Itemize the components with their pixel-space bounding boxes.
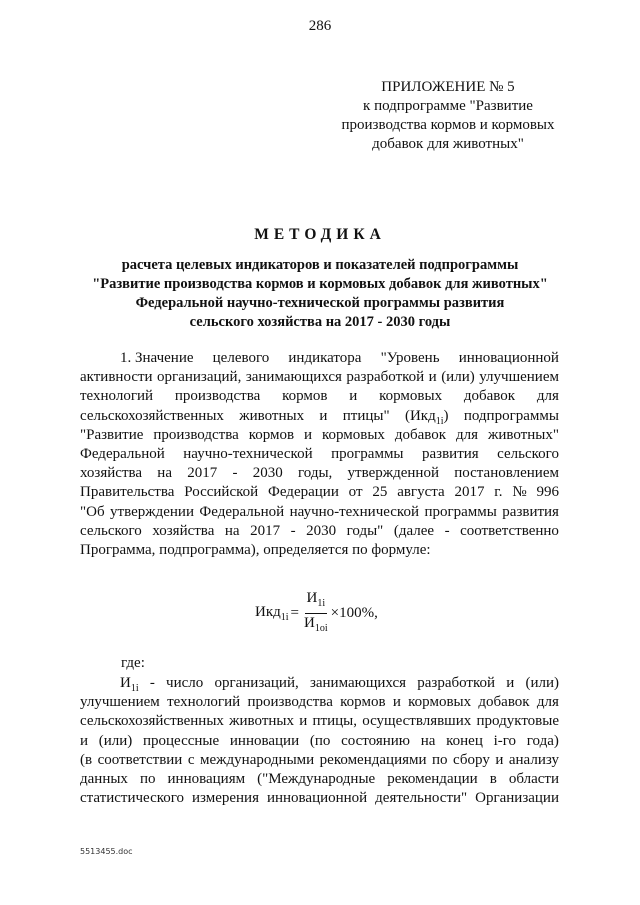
formula-fraction <box>304 590 328 637</box>
word: технологий <box>80 388 154 405</box>
word: кормов <box>282 388 328 405</box>
word: животных <box>239 407 305 424</box>
word: и <box>304 426 313 443</box>
word: для <box>536 388 559 405</box>
where-label: где: <box>121 655 145 671</box>
word: кормов <box>340 694 386 711</box>
word: утверждении <box>110 503 194 520</box>
word: и <box>428 369 437 386</box>
word: Федерации <box>268 484 339 501</box>
word: научно-технической <box>183 445 313 462</box>
word: развития <box>422 445 479 462</box>
text-line <box>80 349 559 368</box>
word: и <box>495 751 504 768</box>
word: инновационной <box>266 790 368 807</box>
word: конец <box>446 732 483 749</box>
word: 1. Значение <box>120 350 194 366</box>
word: сельскохозяйственных <box>80 713 224 730</box>
word: 2017 <box>250 522 281 539</box>
word: состоянию <box>341 732 410 749</box>
word: ("Международные <box>257 770 376 787</box>
word: и <box>80 732 89 749</box>
word: по <box>139 770 156 787</box>
word: по <box>432 751 448 768</box>
word: организаций, <box>214 675 299 691</box>
appendix-header <box>318 78 578 154</box>
word: добавок <box>394 426 447 443</box>
text-line <box>80 522 559 541</box>
word: производства <box>174 388 261 405</box>
word: утвержденной <box>347 465 439 482</box>
document-id: 5513455.doc <box>80 847 133 856</box>
word: данных <box>80 770 128 787</box>
word: года) <box>526 732 559 749</box>
word: кормовых <box>379 388 443 405</box>
formula-numerator: $И_{1i}$ <box>305 590 328 614</box>
word: 996 <box>536 484 559 501</box>
appendix-line: к подпрограмме "Развитие <box>363 98 533 114</box>
word: области <box>508 770 559 787</box>
word: (или) <box>98 732 133 749</box>
word: инновации <box>229 732 300 749</box>
document-title: МЕТОДИКА <box>254 226 386 243</box>
word: 2030 <box>252 465 283 482</box>
text-line <box>80 712 559 731</box>
word: и <box>506 675 515 691</box>
word: (далее <box>393 522 435 539</box>
word: хозяйства <box>152 522 215 539</box>
word: технологий <box>167 694 241 711</box>
word: занимающихся <box>245 369 342 386</box>
word: "Уровень <box>380 350 440 366</box>
text-line-content: Программа, подпрограмма), определяется по формуле: <box>80 541 431 558</box>
word: 2030 <box>306 522 337 539</box>
subtitle-line: "Развитие производства кормов и кормовых добавок для животных" <box>92 276 548 292</box>
formula-tail: ×100%, <box>330 605 378 621</box>
text-line <box>80 503 559 522</box>
word: (Икд$_{1i}$) <box>404 407 449 427</box>
formula <box>255 590 378 637</box>
appendix-line: ПРИЛОЖЕНИЕ № 5 <box>381 79 515 95</box>
word: "Развитие <box>80 426 144 443</box>
word: программы <box>331 445 404 462</box>
word: производства <box>153 426 239 443</box>
formula-denominator: $И_{1oi}$ <box>304 615 328 634</box>
word: и <box>349 388 358 405</box>
text-line <box>80 407 559 426</box>
word: от <box>348 484 363 501</box>
word: 2017 <box>454 484 485 501</box>
text-line <box>80 483 559 502</box>
word: улучшением <box>479 369 559 386</box>
word: на <box>224 522 240 539</box>
word: международными <box>200 751 315 768</box>
word: (в <box>80 751 93 768</box>
word: активности <box>80 369 153 386</box>
word: добавок <box>463 388 516 405</box>
word: с <box>187 751 195 768</box>
word: сельского <box>497 445 559 462</box>
word: на <box>157 465 172 482</box>
word: разработкой <box>417 675 496 691</box>
text-line <box>80 464 559 483</box>
text-line <box>80 426 559 445</box>
word: (или) <box>525 675 559 691</box>
word: хозяйства <box>80 465 143 482</box>
word: индикатора <box>288 350 362 366</box>
word: для <box>456 426 479 443</box>
word: инновациям <box>167 770 246 787</box>
word: $И_{1i}$ <box>120 675 139 694</box>
text-line <box>80 789 559 808</box>
word: анализу <box>508 751 559 768</box>
word: сельского <box>80 522 142 539</box>
word: птицы" <box>342 407 390 424</box>
word: добавок <box>478 694 530 711</box>
word: Федеральной <box>80 445 165 462</box>
subscript: 1i <box>435 415 444 427</box>
text-line <box>80 732 559 751</box>
word: Правительства <box>80 484 175 501</box>
word: - <box>232 465 238 482</box>
word: рекомендации <box>387 770 478 787</box>
word: организаций, <box>157 369 242 386</box>
word: статистического <box>80 790 185 807</box>
document-subtitle <box>60 256 580 332</box>
word: Федеральной <box>199 503 285 520</box>
word: годы, <box>297 465 333 482</box>
word: № <box>512 484 527 501</box>
subtitle-line: расчета целевых индикаторов и показателей подпрограммы <box>121 257 519 273</box>
word: птицы, <box>312 713 357 730</box>
word: рекомендациями <box>319 751 427 768</box>
word: и <box>319 407 328 424</box>
text-line <box>80 368 559 387</box>
word: 25 <box>372 484 388 501</box>
word: программы <box>424 503 497 520</box>
word: для <box>536 694 559 711</box>
paragraph-1 <box>80 349 559 560</box>
word: производства <box>247 694 333 711</box>
subscript: 1i <box>130 683 139 694</box>
word: продуктовые <box>476 713 559 730</box>
word: подпрограммы <box>463 407 559 424</box>
word: кормовых <box>321 426 385 443</box>
word: соответственно <box>460 522 559 539</box>
word: животных" <box>487 426 559 443</box>
word: соответствии <box>97 751 183 768</box>
word: научно-технической <box>289 503 419 520</box>
text-line <box>80 674 559 693</box>
word: в <box>489 770 497 787</box>
word: г. <box>494 484 503 501</box>
formula-lhs: Икд$_{1i}$ <box>255 604 289 623</box>
word: Организации <box>475 790 559 807</box>
word: животных <box>229 713 294 730</box>
word: сельскохозяйственных <box>80 407 224 424</box>
word: и <box>392 694 401 711</box>
appendix-line: производства кормов и кормовых <box>341 117 555 133</box>
subtitle-line: сельского хозяйства на 2017 - 2030 годы <box>189 314 451 330</box>
word: измерения <box>191 790 259 807</box>
word: - <box>290 522 296 539</box>
word: число <box>166 675 204 691</box>
formula-equals: = <box>290 605 300 621</box>
word: - <box>444 522 450 539</box>
word: - <box>149 675 155 691</box>
appendix-line: добавок для животных" <box>372 136 524 152</box>
word: осуществлявших <box>362 713 472 730</box>
word: i-го <box>493 732 517 749</box>
subtitle-line: Федеральной научно-технической программы развития <box>135 295 505 311</box>
word: процессные <box>143 732 220 749</box>
word: кормов <box>248 426 295 443</box>
word: на <box>420 732 436 749</box>
word: занимающихся <box>309 675 407 691</box>
text-line <box>80 693 559 712</box>
word: августа <box>397 484 445 501</box>
word: целевого <box>212 350 270 366</box>
word: кормовых <box>408 694 472 711</box>
word: развития <box>502 503 559 520</box>
text-line <box>80 445 559 464</box>
page-number: 286 <box>308 18 332 34</box>
word: сбору <box>453 751 490 768</box>
paragraph-2 <box>80 674 559 808</box>
word: разработкой <box>346 369 425 386</box>
text-line <box>80 541 559 560</box>
word: и <box>299 713 308 730</box>
text-line <box>80 387 559 406</box>
word: (или) <box>441 369 475 386</box>
word: 2017 <box>187 465 218 482</box>
word: деятельности" <box>375 790 468 807</box>
word: улучшением <box>80 694 160 711</box>
word: "Об <box>80 503 105 520</box>
text-line <box>80 770 559 789</box>
word: постановлением <box>454 465 559 482</box>
word: (по <box>309 732 331 749</box>
word: инновационной <box>458 350 559 366</box>
word: Российской <box>184 484 259 501</box>
text-line <box>80 751 559 770</box>
word: годы" <box>346 522 384 539</box>
